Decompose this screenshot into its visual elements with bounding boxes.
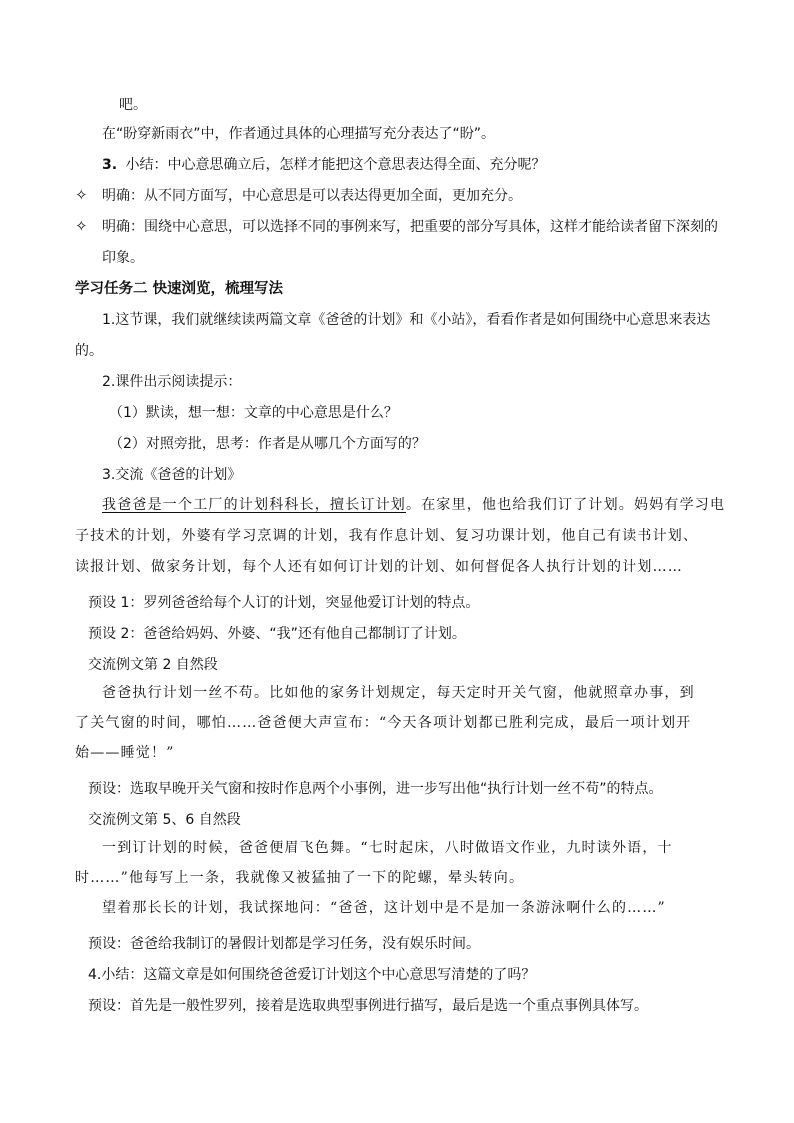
excerpt-text: 。在家里，他也给我们订了计划。妈妈有学习电 [406,497,726,513]
excerpt-line: 读报计划、做家务计划，每个人还有如何订计划的计划、如何督促各人执行计划的计划…… [75,559,683,575]
text-line: 在“盼穿新雨衣”中，作者通过具体的心理描写充分表达了“盼”。 [102,126,496,142]
excerpt-line: 时……”他每写上一条，我就像又被猛抽了一下的陀螺，晕头转向。 [75,870,525,886]
text-line: 2.课件出示阅读提示： [102,374,242,390]
excerpt-line: 了关气窗的时间，哪怕……爸爸便大声宣布：“今天各项计划都已胜利完成，最后一项计划开 [75,715,692,731]
excerpt-line: 一到订计划的时候，爸爸便眉飞色舞。“七时起床，八时做语文作业，九时读外语，十 [102,840,673,856]
text-line: 的。 [75,343,103,359]
text-line: 预设 2：爸爸给妈妈、外婆、“我”还有他自己都制订了计划。 [88,626,466,642]
text-line: （2）对照旁批，思考：作者是从哪几个方面写的？ [109,436,426,452]
excerpt-line: 始——睡觉！” [75,745,175,761]
text-line: 吧。 [119,97,147,113]
text-line: 明确：从不同方面写，中心意思是可以表达得更加全面，更加充分。 [102,188,522,204]
section-heading: 学习任务二 快速浏览，梳理写法 [75,281,284,297]
text-line: 预设：爸爸给我制订的暑假计划都是学习任务，没有娱乐时间。 [88,936,480,952]
text-line: 4.小结：这篇文章是如何围绕爸爸爱订计划这个中心意思写清楚的了吗？ [88,967,536,983]
text-line: 印象。 [102,250,144,266]
excerpt-line: 子技术的计划，外婆有学习烹调的计划，我有作息计划、复习功课计划，他自己有读书计划、 [75,528,699,544]
excerpt-line: 望着那长长的计划，我试探地问：“爸爸，这计划中是不是加一条游泳啊什么的……” [102,900,666,916]
bullet-icon: ✧ [75,186,88,204]
underlined-annotation: 我爸爸是一个工厂的计划科科长，擅长订计划 [102,497,406,513]
text-line: 预设：选取早晚开关气窗和按时作息两个小事例，进一步写出他“执行计划一丝不苟”的特点。 [88,781,663,797]
text-line: 预设：首先是一般性罗列，接着是选取典型事例进行描写，最后是选一个重点事例具体写。 [88,998,648,1014]
excerpt-line: 爸爸执行计划一丝不苟。比如他的家务计划规定，每天定时开关气窗，他就照章办事，到 [102,685,695,701]
list-item [102,155,546,175]
bullet-icon: ✧ [75,217,88,235]
list-text: 小结：中心意思确立后，怎样才能把这个意思表达得全面、充分呢？ [125,157,546,173]
text-line: 1.这节课，我们就继续读两篇文章《爸爸的计划》和《小站》，看看作者是如何围绕中心意思来表达 [102,312,711,328]
excerpt-line [102,495,725,515]
text-line: 3.交流《爸爸的计划》 [102,467,242,483]
text-line: （1）默读，想一想：文章的中心意思是什么？ [109,405,398,421]
text-line: 明确：围绕中心意思，可以选择不同的事例来写，把重要的部分写具体，这样才能给读者留下深刻的 [102,219,718,235]
text-line: 交流例文第 2 自然段 [88,657,218,673]
text-line: 交流例文第 5、6 自然段 [88,812,241,828]
text-line: 预设 1：罗列爸爸给每个人订的计划，突显他爱订计划的特点。 [88,595,480,611]
list-number: 3. [102,157,118,173]
